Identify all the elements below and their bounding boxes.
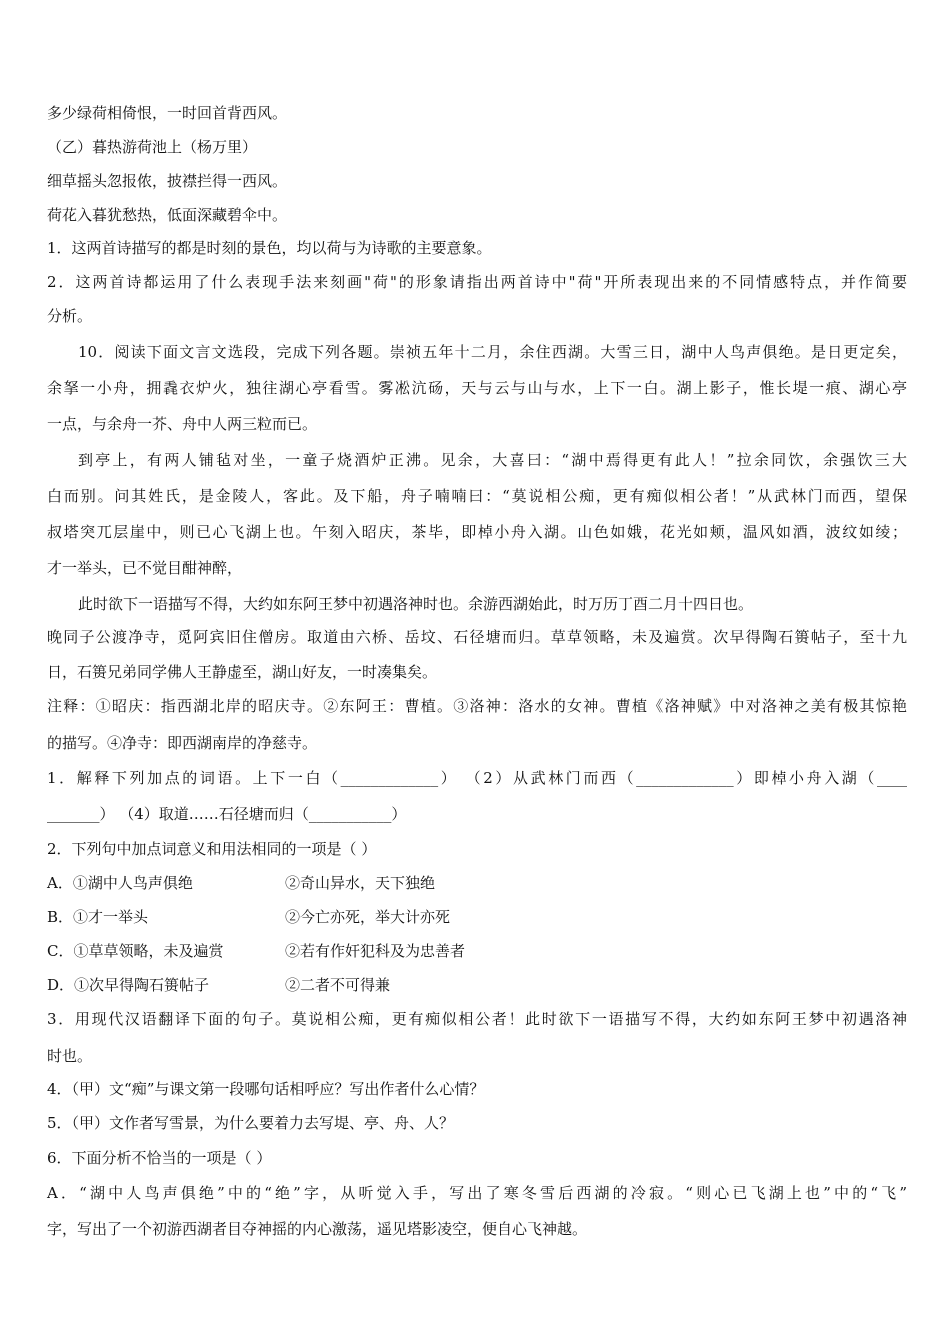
passage-p2-line-1: 到亭上，有两人铺毡对坐，一童子烧酒炉正沸。见余，大喜曰：“湖中焉得更有此人！”拉余同饮，余强饮三大 [78,451,907,469]
passage-p1-line-3: 一点，与余舟一芥、舟中人两三粒而已。 [47,415,318,433]
option-b-first: B．①才一举头 [47,908,149,926]
option-a-second: ②奇山异水，天下独绝 [285,874,436,892]
poem-yi-title: （乙）暮热游荷池上（杨万里） [47,138,258,156]
poem-yi-line-1: 细草摇头忽报侬，披襟拦得一西风。 [47,172,288,190]
passage-p1-line-1: 10．阅读下面文言文选段，完成下列各题。崇祯五年十二月，余住西湖。大雪三日，湖中人鸟声俱绝。是日更定矣， [78,343,907,361]
option-a-row [47,873,907,893]
passage-p3-line-2: 晚同子公渡净寺，觅阿宾旧住僧房。取道由六桥、岳坟、石径塘而归。草草领略，未及遍赏。次早得陶石篑帖子，至十九 [47,628,907,646]
passage-p3-line-1: 此时欲下一语描写不得，大约如东阿王梦中初遇洛神时也。余游西湖始此，时万历丁酉二月十四日也。 [78,595,754,613]
question-1-line-2: _______） （4）取道……石径塘而归（___________） [47,805,407,823]
option-d-first: D．①次早得陶石篑帖子 [47,976,210,994]
question-3-line-1: 3．用现代汉语翻译下面的句子。莫说相公痴，更有痴似相公者！此时欲下一语描写不得，大约如东阿王梦中初遇洛神 [47,1010,907,1028]
question-5: 5．（甲）文作者写雪景，为什么要着力去写堤、亭、舟、人？ [47,1114,455,1132]
question-3-line-2: 时也。 [47,1047,93,1065]
option-b-row [47,907,907,927]
passage-p3-line-3: 日，石篑兄弟同学佛人王静虚至，湖山好友，一时凑集矣。 [47,663,438,681]
poem-question-2-line-1: 2．这两首诗都运用了什么表现手法来刻画"荷"的形象请指出两首诗中"荷"开所表现出来的不同情感特点，并作简要 [47,273,907,291]
poem-question-2-line-2: 分析。 [47,307,93,325]
question-2-stem: 2．下列句中加点词意义和用法相同的一项是（ ） [47,840,377,858]
question-6-option-a-line-1: A．“湖中人鸟声俱绝”中的“绝”字，从听觉入手，写出了寒冬雪后西湖的冷寂。“则心已飞湖上也”中的“飞” [47,1184,907,1202]
option-c-first: C．①草草领略，未及遍赏 [47,942,224,960]
poem-yi-line-2: 荷花入暮犹愁热，低面深藏碧伞中。 [47,206,288,224]
option-d-row [47,975,907,995]
passage-p2-line-2: 白而别。问其姓氏，是金陵人，客此。及下船，舟子喃喃曰：“莫说相公痴，更有痴似相公者！”从武林门而西，望保 [47,487,907,505]
option-b-second: ②今亡亦死，举大计亦死 [285,908,451,926]
question-1-line-1: 1．解释下列加点的词语。上下一白（_____________） （2）从武林门而西（_____________）即棹小舟入湖（____ [47,769,907,787]
notes-line-1: 注释：①昭庆：指西湖北岸的昭庆寺。②东阿王：曹植。③洛神：洛水的女神。曹植《洛神赋》中对洛神之美有极其惊艳 [47,697,907,715]
passage-p2-line-4: 才一举头，已不觉目酣神醉， [47,559,243,577]
option-c-row [47,941,907,961]
passage-p2-line-3: 叔塔突兀层崖中，则已心飞湖上也。午刻入昭庆，茶毕，即棹小舟入湖。山色如娥，花光如颊，温风如酒，波纹如绫； [47,523,907,541]
option-c-second: ②若有作奸犯科及为忠善者 [285,942,466,960]
poem-question-1: 1．这两首诗描写的都是时刻的景色，均以荷与为诗歌的主要意象。 [47,239,492,257]
poem-jia-last-line: 多少绿荷相倚恨，一时回首背西风。 [47,104,288,122]
option-d-second: ②二者不可得兼 [285,976,391,994]
option-a-first: A．①湖中人鸟声俱绝 [47,874,193,892]
question-6-option-a-line-2: 字，写出了一个初游西湖者目夺神摇的内心激荡，遥见塔影凌空，便自心飞神越。 [47,1220,588,1238]
notes-line-2: 的描写。④净寺：即西湖南岸的净慈寺。 [47,734,318,752]
passage-p1-line-2: 余拏一小舟，拥毳衣炉火，独往湖心亭看雪。雾凇沆砀，天与云与山与水，上下一白。湖上影子，惟长堤一痕、湖心亭 [47,379,907,397]
question-6-stem: 6．下面分析不恰当的一项是（ ） [47,1149,272,1167]
question-4: 4．（甲）文“痴”与课文第一段哪句话相呼应？写出作者什么心情？ [47,1080,485,1098]
